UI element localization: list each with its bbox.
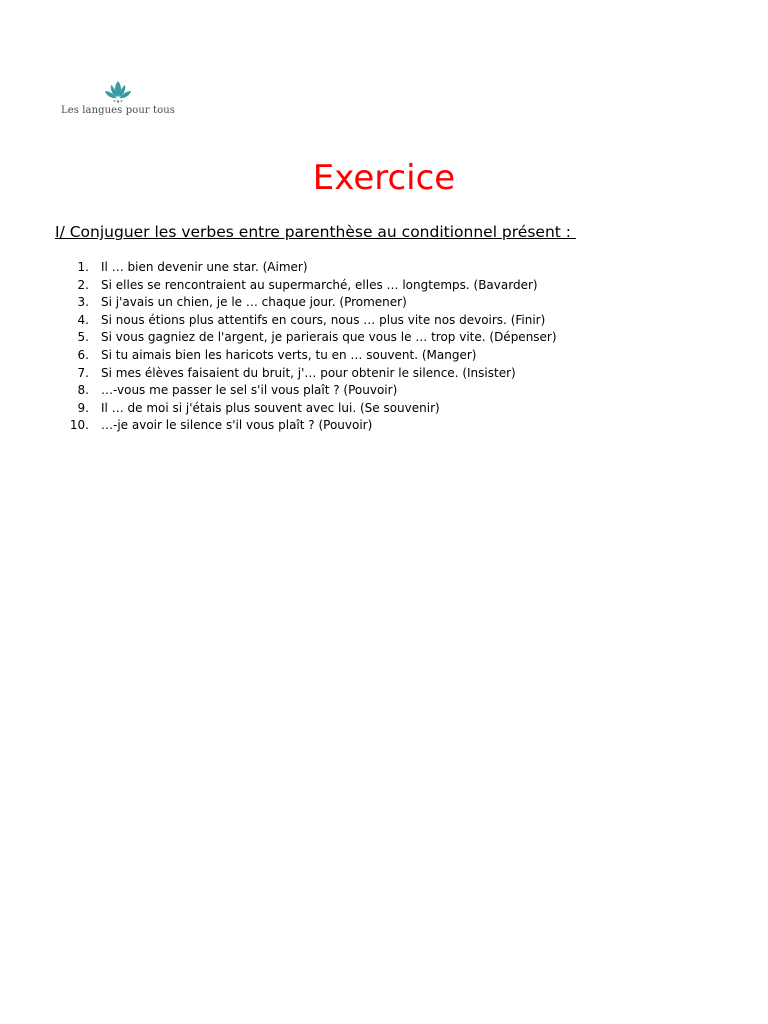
logo-text: Les langues pour tous	[60, 105, 176, 116]
logo	[60, 80, 176, 116]
item-text: Si mes élèves faisaient du bruit, j'… pour obtenir le silence. (Insister)	[101, 365, 516, 380]
item-number: 10.	[69, 418, 89, 433]
item-number: 2.	[77, 277, 89, 292]
item-text: Si tu aimais bien les haricots verts, tu en … souvent. (Manger)	[101, 347, 477, 362]
item-text: Si j'avais un chien, je le … chaque jour. (Promener)	[101, 295, 407, 310]
item-text: Il … bien devenir une star. (Aimer)	[101, 260, 308, 274]
item-text: Si nous étions plus attentifs en cours, nous … plus vite nos devoirs. (Finir)	[101, 312, 546, 327]
item-text: …-vous me passer le sel s'il vous plaît ? (Pouvoir)	[101, 383, 398, 398]
item-text: …-je avoir le silence s'il vous plaît ? (Pouvoir)	[101, 418, 373, 433]
item-number: 5.	[77, 330, 89, 345]
item-number: 1.	[77, 260, 89, 274]
item-text: Il … de moi si j'étais plus souvent avec lui. (Se souvenir)	[101, 400, 440, 415]
item-number: 8.	[77, 383, 89, 398]
item-number: 3.	[77, 295, 89, 310]
item-number: 4.	[77, 312, 89, 327]
lotus-icon	[103, 80, 133, 104]
item-number: 9.	[77, 400, 89, 415]
exercise-instruction: I/ Conjuguer les verbes entre parenthèse au conditionnel présent :	[55, 223, 576, 241]
item-text: Si elles se rencontraient au supermarché, elles … longtemps. (Bavarder)	[101, 277, 538, 292]
item-text: Si vous gagniez de l'argent, je parierais que vous le … trop vite. (Dépenser)	[101, 330, 557, 345]
item-number: 7.	[77, 365, 89, 380]
page-title: Exercice	[312, 158, 456, 198]
item-number: 6.	[77, 347, 89, 362]
